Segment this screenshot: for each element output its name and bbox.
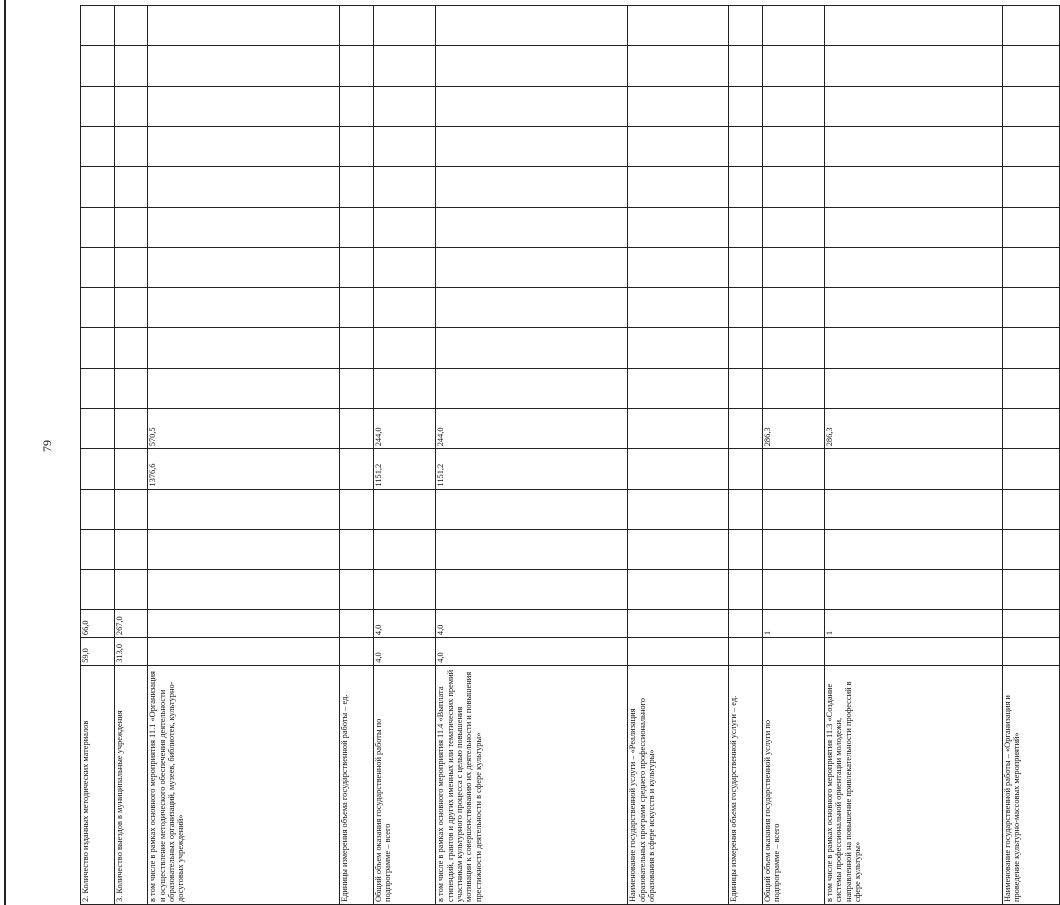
table-cell	[81, 328, 115, 368]
table-row	[824, 6, 1002, 905]
table-cell	[728, 6, 762, 46]
table-cell	[1002, 167, 1060, 207]
table-cell: 313,0	[114, 638, 148, 666]
table-cell	[148, 86, 340, 126]
table-cell	[824, 570, 1002, 610]
table-cell: 1151,2	[373, 449, 435, 489]
table-cell: 66,0	[81, 610, 115, 638]
table-cell	[762, 328, 824, 368]
table-cell	[114, 409, 148, 449]
table-cell	[1002, 409, 1060, 449]
table-cell	[340, 368, 374, 408]
table-cell	[81, 409, 115, 449]
table-cell	[824, 638, 1002, 666]
table-cell: 244,0	[373, 409, 435, 449]
table-cell	[628, 46, 729, 86]
rotated-table-container	[80, 5, 1021, 905]
table-cell	[628, 409, 729, 449]
table-cell	[824, 86, 1002, 126]
table-cell	[762, 46, 824, 86]
table-cell	[628, 127, 729, 167]
table-cell	[728, 409, 762, 449]
table-cell	[824, 288, 1002, 328]
table-cell	[148, 46, 340, 86]
row-label: в том числе в рамках основного мероприятия 11.1 «Организация и осуществление методического обеспечения деятельности образовательных организаций, музеев, библиотек, культурно-досуговых учреждений»	[148, 665, 340, 904]
table-cell	[1002, 46, 1060, 86]
table-cell	[114, 368, 148, 408]
table-cell	[628, 328, 729, 368]
table-cell	[114, 167, 148, 207]
table-cell	[1002, 6, 1060, 46]
table-cell	[148, 570, 340, 610]
table-row	[81, 6, 115, 905]
table-cell	[340, 127, 374, 167]
table-cell	[81, 570, 115, 610]
table-cell	[824, 368, 1002, 408]
table-cell	[148, 127, 340, 167]
table-cell	[1002, 570, 1060, 610]
table-cell	[824, 46, 1002, 86]
table-cell	[340, 167, 374, 207]
table-cell	[81, 46, 115, 86]
table-cell	[1002, 86, 1060, 126]
table-cell	[628, 247, 729, 287]
table-cell: 570,5	[148, 409, 340, 449]
table-row	[114, 6, 148, 905]
table-cell: 4,0	[436, 610, 628, 638]
row-label: Общий объем оказания государственной работы по подпрограмме – всего	[373, 665, 435, 904]
table-cell	[340, 247, 374, 287]
table-cell	[114, 86, 148, 126]
table-cell	[81, 247, 115, 287]
table-cell	[728, 610, 762, 638]
table-cell	[1002, 247, 1060, 287]
table-cell	[824, 328, 1002, 368]
table-cell	[148, 489, 340, 529]
table-cell	[628, 610, 729, 638]
table-cell	[762, 127, 824, 167]
table-cell	[1002, 610, 1060, 638]
table-row	[728, 6, 762, 905]
table-cell: 244,0	[436, 409, 628, 449]
table-cell	[1002, 529, 1060, 569]
table-cell: 286,3	[824, 409, 1002, 449]
table-cell	[340, 449, 374, 489]
table-cell	[148, 207, 340, 247]
table-cell	[628, 638, 729, 666]
table-cell	[436, 328, 628, 368]
row-label: Наименование государственной услуги – «Реализация образовательных программ среднего профессионального образования в сфере искусств и культуры»	[628, 665, 729, 904]
table-cell	[824, 207, 1002, 247]
table-cell: 286,3	[762, 409, 824, 449]
row-label: Единицы измерения объема государственной работы – ед.	[340, 665, 374, 904]
table-cell	[114, 529, 148, 569]
row-label: в том числе в рамках основного мероприятия 11.3 «Создание системы профессиональной ориентации молодежи, направленной на повышение привлекательности профессий в сфере культуры»	[824, 665, 1002, 904]
table-cell	[762, 6, 824, 46]
table-cell	[436, 489, 628, 529]
table-cell	[628, 368, 729, 408]
table-cell	[728, 86, 762, 126]
table-cell	[81, 529, 115, 569]
table-cell	[114, 449, 148, 489]
row-label: Наименование государственной работы – «Организация и проведение культурно-массовых мероприятий»	[1002, 665, 1060, 904]
table-cell	[148, 610, 340, 638]
table-row	[1002, 6, 1060, 905]
table-cell	[114, 247, 148, 287]
table-cell	[373, 86, 435, 126]
table-cell	[373, 46, 435, 86]
table-cell	[1002, 449, 1060, 489]
table-cell	[114, 328, 148, 368]
table-cell: 267,0	[114, 610, 148, 638]
table-cell	[728, 638, 762, 666]
table-cell	[81, 167, 115, 207]
table-cell	[148, 328, 340, 368]
table-cell	[728, 288, 762, 328]
table-cell	[762, 247, 824, 287]
table-cell	[148, 638, 340, 666]
table-cell	[81, 368, 115, 408]
table-cell	[340, 86, 374, 126]
row-label: Общий объем оказания государственной услуги по подпрограмме – всего	[762, 665, 824, 904]
table-cell	[81, 449, 115, 489]
table-cell	[373, 328, 435, 368]
table-cell	[824, 127, 1002, 167]
table-cell: 1	[762, 610, 824, 638]
table-cell	[728, 368, 762, 408]
table-cell	[148, 529, 340, 569]
table-row	[373, 6, 435, 905]
table-row	[628, 6, 729, 905]
table-cell	[824, 449, 1002, 489]
table-cell	[728, 529, 762, 569]
table-cell	[373, 489, 435, 529]
table-cell	[373, 207, 435, 247]
table-cell	[762, 288, 824, 328]
table-cell	[628, 529, 729, 569]
table-cell	[114, 288, 148, 328]
table-cell	[81, 288, 115, 328]
table-cell	[81, 6, 115, 46]
table-cell	[81, 207, 115, 247]
table-cell	[436, 288, 628, 328]
table-cell	[628, 489, 729, 529]
table-cell	[628, 570, 729, 610]
table-cell	[436, 167, 628, 207]
table-cell	[340, 610, 374, 638]
table-cell	[728, 127, 762, 167]
row-label: в том числе в рамках основного мероприятия 11.4 «Выплата стипендий, грантов и других именных или тематических премий участникам культурного процесса с целью повышения мотивации к совершенствованию их деятельности и повышения престижности деятельности в сфере культуры»	[436, 665, 628, 904]
table-cell	[762, 529, 824, 569]
table-cell	[436, 86, 628, 126]
table-cell	[762, 570, 824, 610]
table-cell	[340, 6, 374, 46]
table-cell	[340, 207, 374, 247]
table-cell	[628, 6, 729, 46]
table-cell	[373, 570, 435, 610]
table-cell	[1002, 328, 1060, 368]
table-cell	[1002, 288, 1060, 328]
table-cell	[436, 529, 628, 569]
table-cell	[1002, 207, 1060, 247]
table-cell	[762, 449, 824, 489]
table-cell	[148, 288, 340, 328]
table-cell	[148, 368, 340, 408]
table-cell	[628, 167, 729, 207]
table-cell	[728, 247, 762, 287]
table-cell	[1002, 368, 1060, 408]
table-cell: 1	[824, 610, 1002, 638]
table-cell	[114, 570, 148, 610]
table-cell	[373, 288, 435, 328]
table-cell	[762, 207, 824, 247]
table-cell	[824, 529, 1002, 569]
table-cell	[728, 449, 762, 489]
table-cell	[148, 167, 340, 207]
table-cell: 1376,6	[148, 449, 340, 489]
table-cell	[81, 86, 115, 126]
table-row	[340, 6, 374, 905]
table-cell: 59,0	[81, 638, 115, 666]
page-number: 79	[40, 440, 54, 452]
row-label: 2. Количество изданных методических материалов	[81, 665, 115, 904]
table-cell	[340, 529, 374, 569]
table-cell	[762, 86, 824, 126]
table-cell	[436, 46, 628, 86]
table-row	[436, 6, 628, 905]
budget-table	[80, 5, 1060, 905]
page-edge-line	[4, 0, 6, 905]
table-cell	[628, 86, 729, 126]
table-cell	[762, 489, 824, 529]
row-label: 3. Количество выездов в муниципальные учреждения	[114, 665, 148, 904]
table-cell	[436, 6, 628, 46]
table-cell	[81, 489, 115, 529]
table-cell	[114, 489, 148, 529]
table-cell	[340, 46, 374, 86]
table-cell	[148, 6, 340, 46]
table-cell	[340, 489, 374, 529]
table-cell: 4,0	[436, 638, 628, 666]
table-cell	[114, 6, 148, 46]
table-cell	[728, 570, 762, 610]
table-cell	[436, 368, 628, 408]
table-cell	[1002, 638, 1060, 666]
table-cell	[340, 288, 374, 328]
table-cell	[340, 638, 374, 666]
table-cell	[114, 46, 148, 86]
table-cell	[373, 368, 435, 408]
table-cell	[340, 570, 374, 610]
table-cell: 4,0	[373, 610, 435, 638]
table-cell	[373, 127, 435, 167]
table-cell	[728, 489, 762, 529]
table-cell	[824, 489, 1002, 529]
table-cell	[628, 207, 729, 247]
table-cell	[340, 328, 374, 368]
table-cell	[148, 247, 340, 287]
table-cell	[628, 288, 729, 328]
table-cell	[373, 529, 435, 569]
table-cell	[824, 6, 1002, 46]
table-row	[148, 6, 340, 905]
table-cell	[1002, 127, 1060, 167]
table-cell	[762, 638, 824, 666]
table-row	[762, 6, 824, 905]
table-cell: 1151,2	[436, 449, 628, 489]
table-cell	[762, 167, 824, 207]
table-cell	[114, 127, 148, 167]
table-cell	[728, 328, 762, 368]
row-label: Единицы измерения объема государственной услуги – ед.	[728, 665, 762, 904]
table-cell	[628, 449, 729, 489]
table-cell	[728, 207, 762, 247]
table-cell	[824, 167, 1002, 207]
table-cell	[436, 207, 628, 247]
table-cell	[436, 127, 628, 167]
table-cell	[824, 247, 1002, 287]
table-cell	[373, 247, 435, 287]
table-cell	[373, 6, 435, 46]
table-cell	[114, 207, 148, 247]
table-cell: 4,0	[373, 638, 435, 666]
table-cell	[81, 127, 115, 167]
table-cell	[1002, 489, 1060, 529]
table-cell	[373, 167, 435, 207]
table-cell	[728, 167, 762, 207]
table-cell	[340, 409, 374, 449]
table-cell	[762, 368, 824, 408]
table-cell	[436, 247, 628, 287]
table-cell	[436, 570, 628, 610]
table-cell	[728, 46, 762, 86]
